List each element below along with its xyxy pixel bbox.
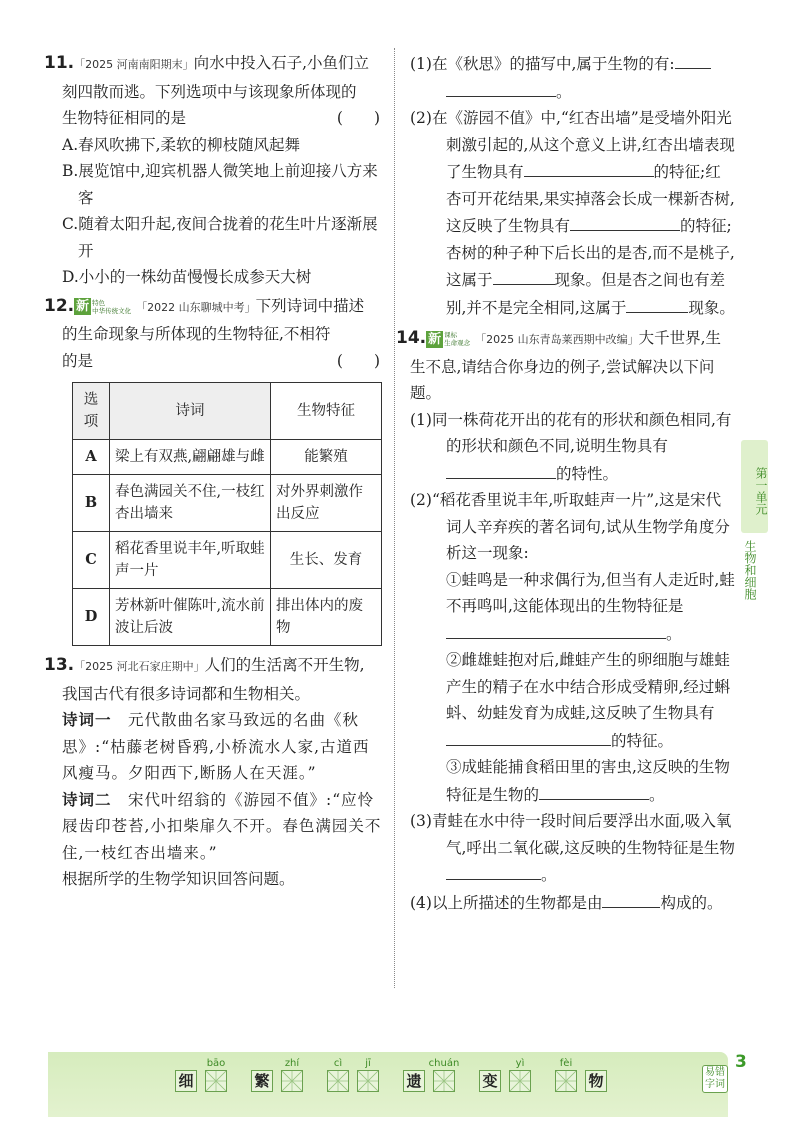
error-words-tag: 易错字词 <box>702 1065 728 1093</box>
option-label: D <box>73 589 110 646</box>
poem-label: 诗词一 <box>62 711 112 729</box>
question-stem: 向水中投入石子,小鱼们立 <box>193 54 370 72</box>
badge-subtitle: 特色 中华传统文化 <box>92 298 132 315</box>
option-d[interactable]: D.小小的一株幼苗慢慢长成参天大树 <box>62 268 312 286</box>
poem-cell: 春色满园关不住,一枝红杏出墙来 <box>110 475 271 532</box>
q14-sub1 <box>410 407 735 488</box>
sub-question-text: (4)以上所描述的生物都是由 <box>410 893 603 912</box>
sub-question-text: 的特征;红杏可开花结果,果实掉落会长成一棵新杏树,这反映了生物具有 <box>446 163 735 235</box>
badge-subtitle: 课标 生命观念 <box>444 331 471 347</box>
sub-question-text: ③成蛙能捕食稻田里的害虫,这反映的生物特征是生物的 <box>446 758 730 804</box>
sub-question-text: 的特征。 <box>611 731 674 750</box>
question-source: 「2025 山东青岛莱西期中改编」 <box>475 333 639 346</box>
question-source: 「2025 河北石家庄期中」 <box>74 660 205 673</box>
sub-question-text: 构成的。 <box>660 893 723 912</box>
q13-sub2 <box>410 105 735 321</box>
char-cell: 遗 <box>403 1070 425 1092</box>
sub-question-text: 。 <box>541 866 557 884</box>
answer-blank[interactable] <box>570 212 680 231</box>
sub-question-text: 。 <box>556 82 572 101</box>
table-header-row <box>73 383 382 440</box>
sub-question-text: ②雌雄蛙抱对后,雌蛙产生的卵细胞与雄蛙产生的精子在水中结合形成受精卵,经过蝌蚪、幼蛙发育为成蛙,这反映了生物具有 <box>446 651 730 722</box>
sub-question-text: (3)青蛙在水中待一段时间后要浮出水面,吸入氧气,呼出二氧化碳,这反映的生物特征是生物 <box>410 812 735 857</box>
question-stem: 下列诗词中描述 <box>255 296 365 315</box>
poem-two <box>44 787 384 867</box>
answer-blank[interactable] <box>539 781 649 800</box>
left-column <box>44 50 384 893</box>
question-stem: 人们的生活离不开生物, <box>204 656 365 674</box>
q14-sub4 <box>410 889 735 917</box>
pinyin-label: yì <box>515 1058 525 1069</box>
question-number: 12. <box>44 295 75 316</box>
poem-cell: 梁上有双燕,翩翩雄与雌 <box>110 440 271 475</box>
question-stem: 的是 <box>62 351 94 370</box>
poem-cell: 芳林新叶催陈叶,流水前波让后波 <box>110 589 271 646</box>
q14-sub2-c2 <box>410 647 735 754</box>
answer-blank[interactable] <box>493 266 555 285</box>
poem-one <box>44 707 384 787</box>
question-source: 「2022 山东聊城中考」 <box>136 300 256 314</box>
table-row <box>73 589 382 646</box>
column-divider <box>394 48 395 988</box>
table-row <box>73 440 382 475</box>
answer-blank[interactable] <box>675 50 711 69</box>
question-stem: 刻四散而逃。下列选项中与该现象所体现的 <box>62 82 357 101</box>
q14-sub3 <box>410 808 735 889</box>
sub-question-text: (2)在《游园不值》中,“红杏出墙”是受墙外阳光刺激引起的,从这个意义上讲,红杏出墙表现了生物具有 <box>410 109 735 181</box>
answer-blank[interactable] <box>446 861 541 880</box>
question-stem: 生物特征相同的是 <box>62 109 187 127</box>
pinyin-label: jī <box>365 1058 371 1069</box>
table-header: 诗词 <box>110 383 271 440</box>
answer-paren[interactable]: ( ) <box>336 351 380 370</box>
sub-question-text: (1)在《秋思》的描写中,属于生物的有: <box>410 55 675 73</box>
char-cell: 变 <box>479 1070 501 1092</box>
page-number: 3 <box>735 1052 747 1072</box>
option-c[interactable]: C.随着太阳升起,夜间合拢着的花生叶片逐渐展开 <box>62 215 378 260</box>
question-14 <box>396 325 735 916</box>
question-source: 「2025 河南南阳期末」 <box>74 58 194 71</box>
pinyin-label: chuán <box>428 1058 460 1069</box>
question-11 <box>44 50 384 291</box>
sub-question-text: (2)“稻花香里说丰年,听取蛙声一片”,这是宋代词人辛弃疾的著名词句,试从生物学角度分析这一现象: <box>410 491 730 562</box>
answer-paren[interactable]: ( ) <box>336 109 380 127</box>
q13-sub1 <box>410 50 735 78</box>
unit-topic: 生物和细胞 <box>743 540 757 600</box>
question-number: 14. <box>396 328 427 348</box>
char-blank-cell[interactable] <box>509 1058 531 1092</box>
table-row <box>73 532 382 589</box>
pinyin-label: bāo <box>206 1058 226 1069</box>
question-closing: 根据所学的生物学知识回答问题。 <box>62 870 295 888</box>
new-badge-icon: 新 <box>428 331 442 347</box>
question-number: 11. <box>44 53 75 73</box>
error-prone-words <box>175 1058 615 1092</box>
feature-cell: 生长、发育 <box>271 532 382 589</box>
table-header: 生物特征 <box>271 383 382 440</box>
unit-tab: 第一单元 <box>741 440 768 533</box>
sub-question-text: (1)同一株荷花开出的花有的形状和颜色相同,有的形状和颜色不同,说明生物具有 <box>410 410 732 455</box>
poem-text: 元代散曲名家马致远的名曲《秋思》:“枯藤老树昏鸦,小桥流水人家,古道西风瘦马。夕阳西下,断肠人在天涯。” <box>62 711 370 782</box>
question-stem: 的生命现象与所体现的生物特征,不相符 <box>62 325 331 343</box>
sub-question-text: 的特征;杏树的种子种下后长出的是杏,而不是桃子,这属于 <box>446 217 735 289</box>
question-stem: 生不息,请结合你身边的例子,尝试解决以下问题。 <box>410 357 715 402</box>
options-table <box>72 382 382 646</box>
char-cell: 繁 <box>251 1070 273 1092</box>
answer-blank[interactable] <box>446 620 666 639</box>
pinyin-label: zhí <box>284 1058 300 1069</box>
sub-question-text: 的特性。 <box>556 464 619 483</box>
q13-sub1-cont <box>410 78 735 106</box>
right-column <box>396 50 735 916</box>
sub-question-text: 现象。但是杏之间也有差别,并不是完全相同,这属于 <box>446 271 726 317</box>
q14-sub2-c1 <box>410 567 735 648</box>
answer-blank[interactable] <box>446 727 611 746</box>
sub-question-text: 。 <box>649 785 665 804</box>
poem-cell: 稻花香里说丰年,听取蛙声一片 <box>110 532 271 589</box>
char-blank-cell[interactable] <box>555 1058 577 1092</box>
q14-sub2-c3 <box>410 754 735 808</box>
char-blank-cell[interactable] <box>281 1058 303 1092</box>
char-cell: 物 <box>585 1070 607 1092</box>
char-blank-cell[interactable] <box>428 1058 460 1092</box>
option-b[interactable]: B.展览馆中,迎宾机器人微笑地上前迎接八方来客 <box>62 162 378 207</box>
table-row <box>73 475 382 532</box>
feature-cell: 能繁殖 <box>271 440 382 475</box>
answer-blank[interactable] <box>602 889 660 908</box>
feature-cell: 对外界刺激作出反应 <box>271 475 382 532</box>
sub-question-text: ①蛙鸣是一种求偶行为,但当有人走近时,蛙不再鸣叫,这能体现出的生物特征是 <box>446 570 735 615</box>
option-a[interactable]: A.春风吹拂下,柔软的柳枝随风起舞 <box>62 135 301 154</box>
table-header: 选项 <box>73 383 110 440</box>
char-blank-cell[interactable] <box>357 1058 379 1092</box>
feature-cell: 排出体内的废物 <box>271 589 382 646</box>
sub-question-text: 现象。 <box>688 298 735 317</box>
question-stem: 我国古代有很多诗词都和生物相关。 <box>62 684 311 703</box>
pinyin-label: cì <box>333 1058 343 1069</box>
new-badge-icon: 新 <box>76 299 90 314</box>
option-label: B <box>73 475 110 532</box>
answer-blank[interactable] <box>524 158 654 177</box>
question-12 <box>44 293 384 647</box>
answer-blank[interactable] <box>626 294 688 313</box>
option-label: A <box>73 440 110 475</box>
question-13 <box>44 652 384 893</box>
char-blank-cell[interactable] <box>205 1058 227 1092</box>
char-cell: 细 <box>175 1070 197 1092</box>
question-number: 13. <box>44 655 75 675</box>
option-label: C <box>73 532 110 589</box>
pinyin-label: fèi <box>559 1058 573 1069</box>
answer-blank[interactable] <box>446 460 556 479</box>
poem-label: 诗词二 <box>62 790 112 809</box>
answer-blank[interactable] <box>446 78 556 97</box>
char-blank-cell[interactable] <box>327 1058 349 1092</box>
sub-question-text: 。 <box>666 624 682 643</box>
poem-text: 宋代叶绍翁的《游园不值》:“应怜屐齿印苍苔,小扣柴扉久不开。春色满园关不住,一枝红杏出墙来。” <box>62 790 382 862</box>
question-stem: 大千世界,生 <box>638 329 722 347</box>
q14-sub2 <box>410 487 735 567</box>
